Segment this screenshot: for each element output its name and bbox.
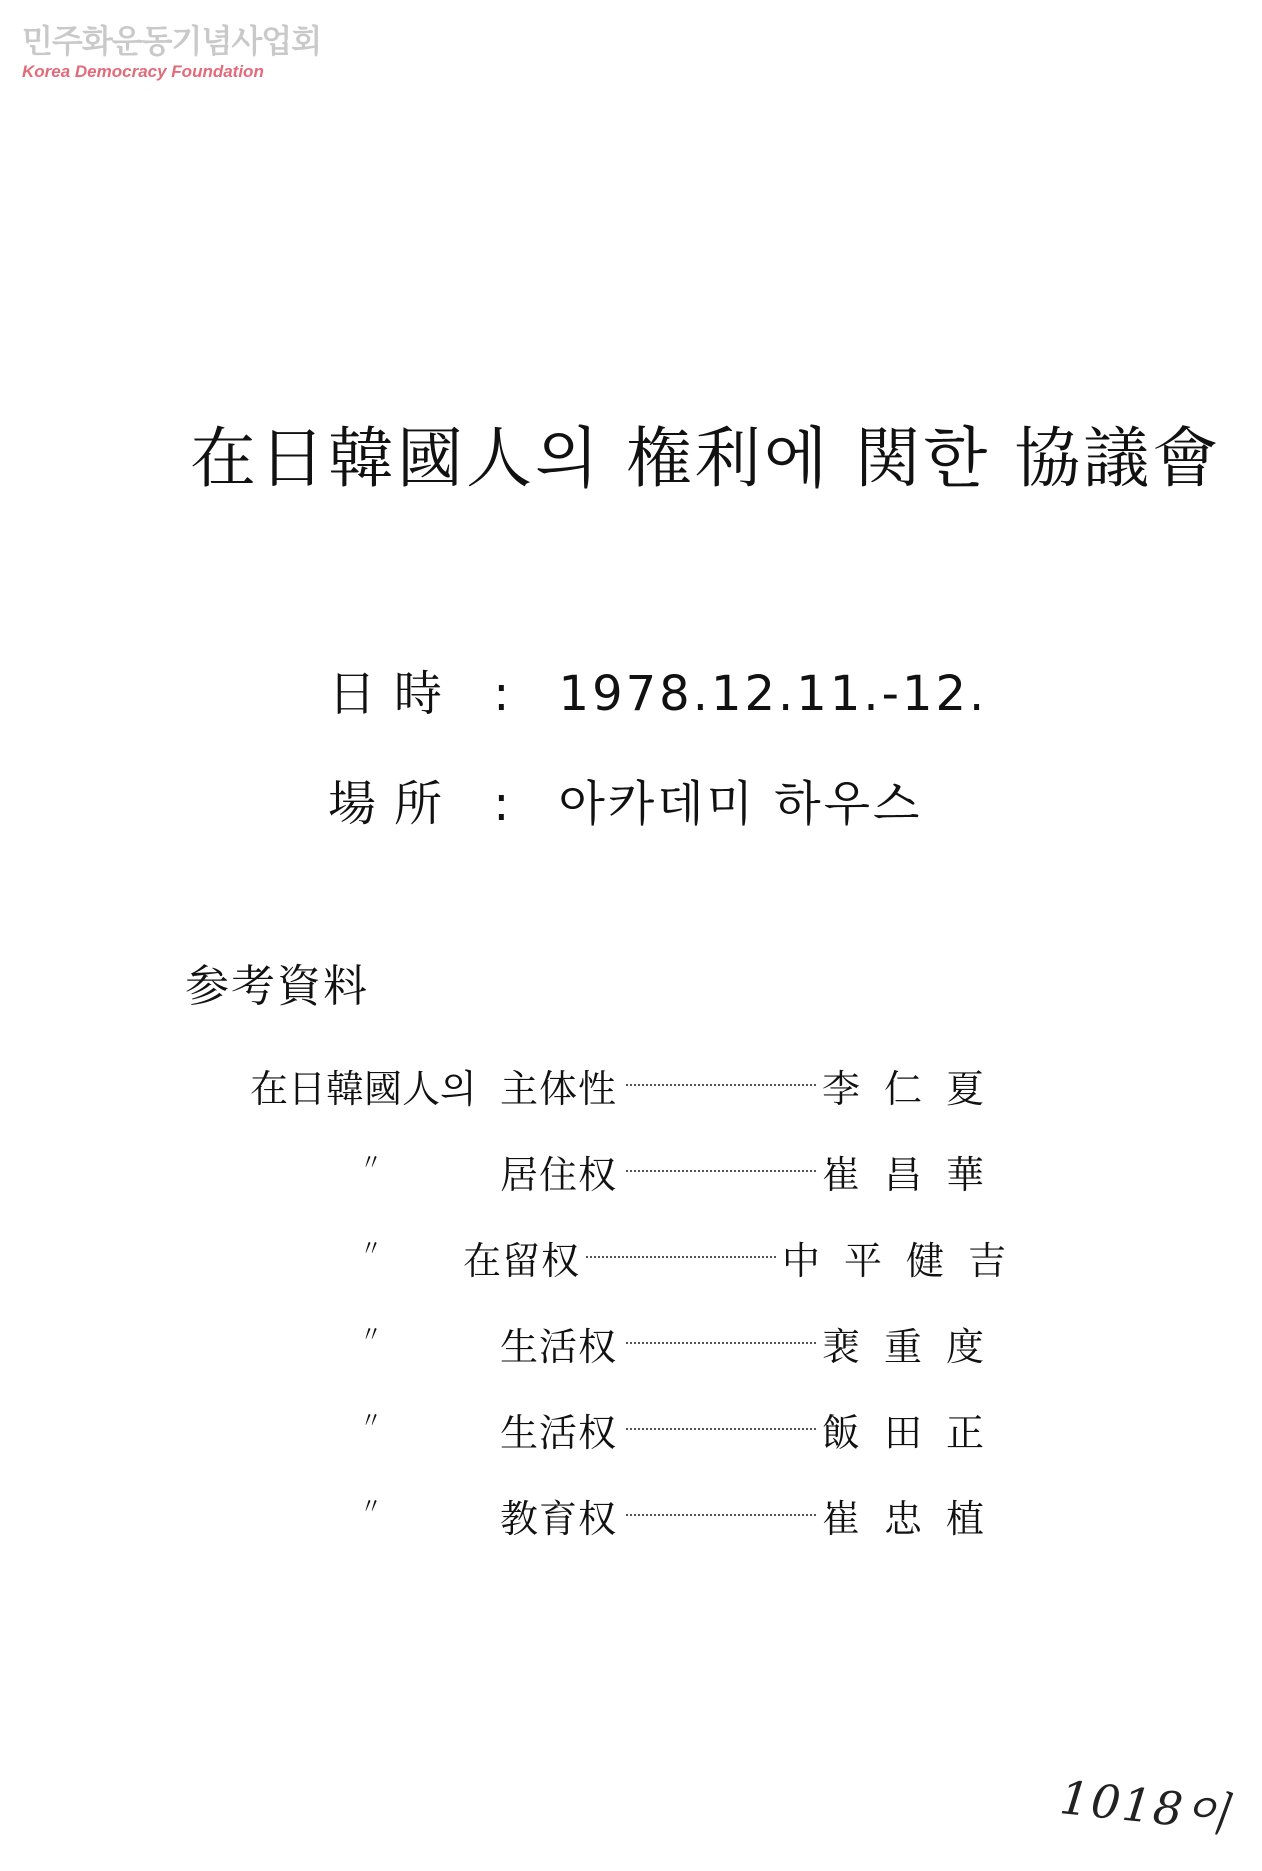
references-heading: 参考資料 [185, 961, 369, 1012]
reference-author: 中平健吉 [781, 1239, 1030, 1283]
reference-item [250, 1058, 1030, 1144]
reference-item [250, 1316, 1030, 1402]
reference-item [250, 1488, 1030, 1574]
dotted-leader [626, 1144, 816, 1172]
reference-topic: 生活权 [500, 1411, 618, 1455]
dotted-leader [626, 1058, 816, 1086]
info-colon: : [493, 666, 510, 722]
ditto-mark: 〃 [360, 1409, 383, 1434]
foundation-watermark [22, 22, 321, 82]
reference-topic: 教育权 [500, 1497, 618, 1541]
reference-topic: 主体性 [500, 1067, 618, 1111]
reference-topic: 生活权 [500, 1325, 618, 1369]
dotted-leader [626, 1488, 816, 1516]
reference-author: 崔昌華 [822, 1153, 1009, 1197]
reference-item [250, 1144, 1030, 1230]
ditto-mark: 〃 [360, 1323, 383, 1348]
dotted-leader [586, 1230, 776, 1258]
reference-author: 飯田正 [822, 1411, 1009, 1455]
watermark-korean: 민주화운동기념사업회 [22, 22, 322, 60]
reference-topic: 在留权 [462, 1239, 580, 1283]
dotted-leader [626, 1316, 816, 1344]
ditto-mark: 〃 [360, 1495, 383, 1520]
info-value: 1978.12.11.-12. [558, 666, 988, 722]
info-row-place [328, 765, 922, 834]
info-value: 아카데미 하우스 [558, 776, 923, 832]
reference-item [250, 1402, 1030, 1488]
reference-prefix: 在日韓國人의 [250, 1067, 477, 1111]
dotted-leader [626, 1402, 816, 1430]
info-colon: : [493, 776, 510, 832]
document-title: 在日韓國人의 権利에 関한 協議會 [190, 420, 1222, 497]
ditto-mark: 〃 [360, 1151, 383, 1176]
reference-item [250, 1230, 1030, 1316]
reference-author: 李仁夏 [822, 1067, 1009, 1111]
reference-author: 崔忠植 [822, 1497, 1009, 1541]
info-label: 日時 [328, 666, 461, 722]
references-list [250, 1058, 1030, 1574]
reference-author: 裵重度 [822, 1325, 1009, 1369]
handwritten-page-number: 1018이 [1057, 1770, 1234, 1842]
info-label: 場所 [328, 776, 461, 832]
watermark-english: Korea Democracy Foundation [22, 62, 264, 81]
ditto-mark: 〃 [360, 1237, 383, 1262]
reference-topic: 居住权 [500, 1153, 618, 1197]
info-row-date [328, 655, 987, 724]
